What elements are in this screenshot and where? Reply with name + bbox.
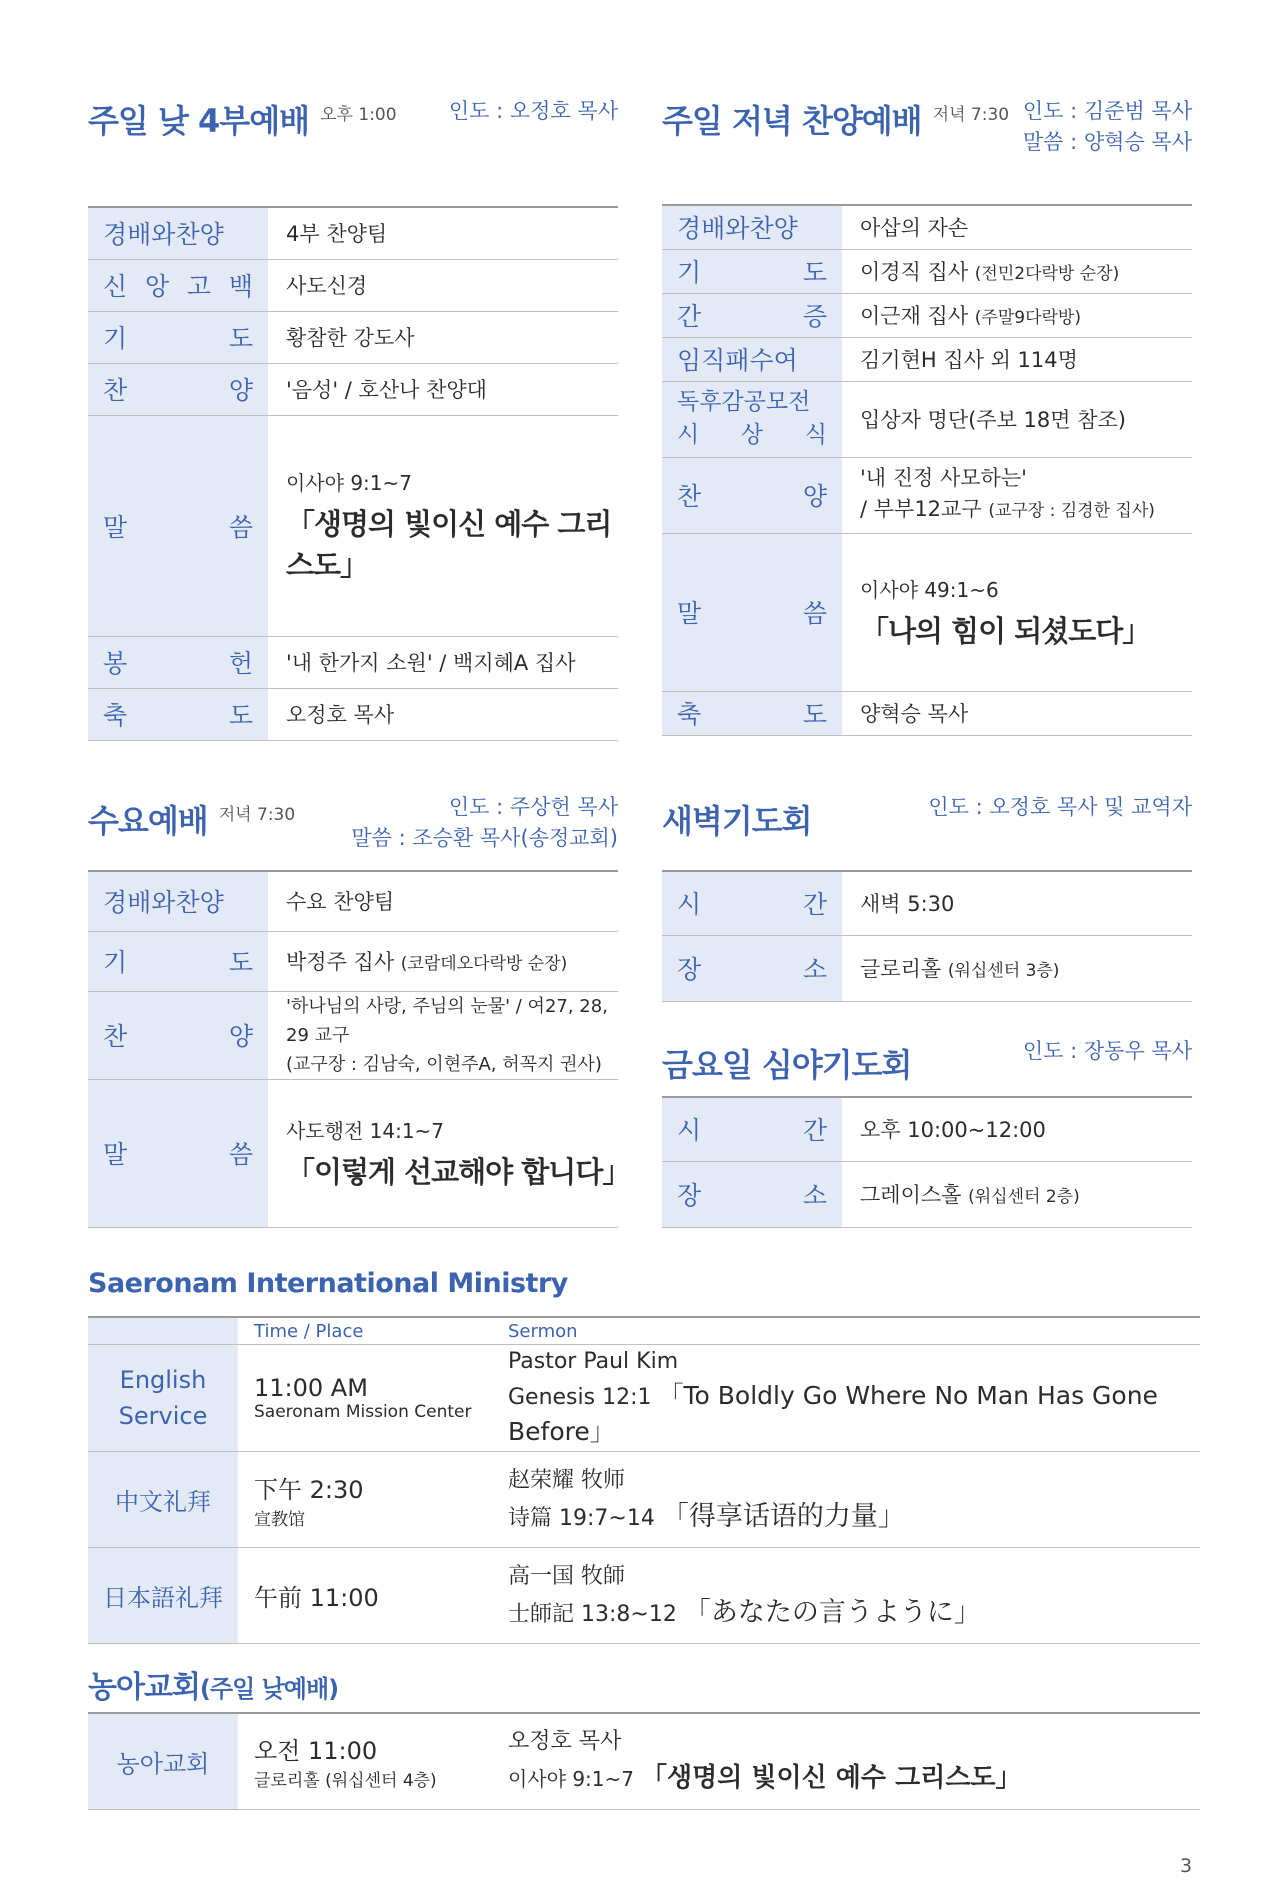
row-label (662, 935, 842, 1001)
row-label (88, 636, 268, 688)
value-note: (전민2다락방 순장) (974, 264, 1120, 284)
row-value: 사도신경 (268, 259, 618, 311)
table-row (88, 363, 618, 415)
table-row (662, 1097, 1192, 1161)
row-value (268, 991, 618, 1079)
label-line: 독후감공모전 (677, 389, 811, 415)
sunday4-table (88, 206, 618, 741)
row-value (842, 935, 1192, 1001)
sundayeve-lead (1023, 96, 1192, 158)
table-row (88, 871, 618, 931)
service-time: 下午 2:30 (254, 1475, 364, 1504)
wednesday-lead-1: 인도 : 주상헌 목사 (448, 795, 618, 819)
wednesday-time: 저녁 7:30 (218, 805, 296, 825)
sermon-cell (492, 1345, 1200, 1452)
sermon-ref: Genesis 12:1 (508, 1385, 652, 1410)
label-char: 신 (103, 272, 128, 301)
sermon-title: 「To Boldly Go Where No Man Has Gone Before」 (508, 1381, 1158, 1446)
table-row (662, 249, 1192, 293)
praise-line: / 부부12교구 (860, 497, 982, 521)
row-value: 오후 10:00~12:00 (842, 1097, 1192, 1161)
row-label: 농아교회 (88, 1713, 238, 1809)
label-char: 찬 (103, 376, 128, 405)
row-value: 양혁승 목사 (842, 691, 1192, 735)
row-label (662, 1161, 842, 1227)
row-label (88, 1079, 268, 1227)
row-label (662, 249, 842, 293)
table-row (662, 293, 1192, 337)
praise-line: '내 진정 사모하는' (860, 466, 1027, 490)
row-label (88, 1345, 238, 1452)
intl-title: Saeronam International Ministry (88, 1268, 568, 1299)
praise-line: (교구장 : 김남숙, 이현주A, 허꼭지 권사) (286, 1053, 602, 1075)
label-char: 시 (677, 890, 702, 920)
label-char: 축 (103, 701, 128, 730)
row-label: 日本語礼拜 (88, 1548, 238, 1644)
label-char: 기 (677, 258, 702, 287)
sundayeve-lead-2: 말씀 : 양혁승 목사 (1022, 130, 1192, 154)
row-value: 황참한 강도사 (268, 311, 618, 363)
label-char: 찬 (677, 482, 702, 511)
table-row (88, 415, 618, 636)
dawn-lead: 인도 : 오정호 목사 및 교역자 (928, 795, 1192, 819)
label-char: 씀 (802, 599, 827, 628)
header-sermon: Sermon (492, 1317, 1200, 1345)
value-note: (주말9다락방) (974, 308, 1081, 328)
row-label (88, 931, 268, 991)
preacher: 高一国 牧師 (508, 1563, 625, 1589)
sundayeve-header (662, 96, 1009, 142)
label-char: 간 (677, 302, 702, 331)
sundayeve-title: 주일 저녁 찬양예배 (662, 102, 922, 140)
nonga-table (88, 1712, 1200, 1810)
header-blank (88, 1317, 238, 1345)
table-row (88, 259, 618, 311)
label-line: English (119, 1366, 207, 1394)
table-row (662, 205, 1192, 249)
row-label (662, 293, 842, 337)
row-label (88, 363, 268, 415)
wednesday-title: 수요예배 (88, 802, 208, 840)
sunday4-title: 주일 낮 4부예배 (88, 102, 310, 140)
table-row (88, 636, 618, 688)
row-label: 경배와찬양 (88, 871, 268, 931)
row-label: 경배와찬양 (662, 205, 842, 249)
sermon-ref: 이사야 9:1~7 (508, 1767, 634, 1792)
row-label (662, 381, 842, 457)
label-char: 소 (802, 1181, 827, 1210)
row-value: 아삽의 자손 (842, 205, 1192, 249)
label-char: 양 (228, 1022, 253, 1051)
table-row (662, 935, 1192, 1001)
table-row (662, 337, 1192, 381)
nonga-subtitle: (주일 낮예배) (199, 1675, 339, 1703)
header-time-place: Time / Place (238, 1317, 492, 1345)
label-char: 도 (228, 948, 253, 977)
label-char: 말 (103, 1140, 128, 1169)
table-row (662, 691, 1192, 735)
label-char: 도 (228, 324, 253, 353)
label-char: 장 (677, 955, 702, 984)
sermon-cell (492, 1548, 1200, 1644)
sermon-ref: 이사야 49:1~6 (860, 578, 999, 602)
intl-header-row (88, 1317, 1200, 1345)
row-label (88, 688, 268, 740)
row-label (88, 415, 268, 636)
sunday4-lead: 인도 : 오정호 목사 (448, 99, 618, 123)
preacher: 赵荣耀 牧师 (508, 1467, 625, 1493)
sermon-ref: 사도행전 14:1~7 (286, 1119, 445, 1143)
service-time: 午前 11:00 (254, 1584, 379, 1612)
table-row (88, 207, 618, 259)
table-row (88, 931, 618, 991)
value-note: (워십센터 2층) (968, 1187, 1080, 1207)
nonga-title: 농아교회 (88, 1670, 200, 1705)
table-row (88, 688, 618, 740)
table-row (88, 1345, 1200, 1452)
label-char: 씀 (228, 1140, 253, 1169)
row-label (88, 259, 268, 311)
praise-line: '하나님의 사랑, 주님의 눈물' / 여27, 28, 29 교구 (286, 995, 608, 1046)
value-note: (코람데오다락방 순장) (400, 954, 568, 974)
label-char: 축 (677, 700, 702, 729)
row-value: 오정호 목사 (268, 688, 618, 740)
sundayeve-lead-1: 인도 : 김준범 목사 (1022, 99, 1192, 123)
row-value: 새벽 5:30 (842, 871, 1192, 935)
row-label (662, 1097, 842, 1161)
value-note: (교구장 : 김경한 집사) (988, 501, 1155, 521)
label-line: Service (118, 1402, 208, 1430)
service-place: Saeronam Mission Center (254, 1402, 472, 1422)
label-char: 찬 (103, 1022, 128, 1051)
label-char: 말 (677, 599, 702, 628)
sermon-title: 「생명의 빛이신 예수 그리스도」 (286, 507, 612, 582)
sunday4-time: 오후 1:00 (320, 105, 397, 125)
sermon-ref: 诗篇 19:7~14 (508, 1505, 655, 1531)
friday-lead: 인도 : 장동우 목사 (1022, 1039, 1192, 1063)
sermon-title: 「得享话语的力量」 (661, 1500, 905, 1532)
table-row (88, 991, 618, 1079)
label-char: 상 (740, 422, 764, 448)
time-place-cell (238, 1345, 492, 1452)
sundayeve-table (662, 204, 1192, 736)
value-text: 이경직 집사 (860, 260, 969, 284)
wednesday-lead-2: 말씀 : 조승환 목사(송정교회) (351, 826, 618, 850)
sermon-title: 「이렇게 선교해야 합니다」 (286, 1155, 631, 1189)
sermon-cell (268, 1079, 631, 1227)
intl-table (88, 1316, 1200, 1644)
dawn-title: 새벽기도회 (662, 802, 812, 840)
row-value: '내 한가지 소원' / 백지혜A 집사 (268, 636, 618, 688)
row-label: 경배와찬양 (88, 207, 268, 259)
sunday4-header (88, 96, 397, 142)
dawn-table (662, 870, 1192, 1002)
sermon-cell (492, 1452, 1200, 1548)
row-value: '음성' / 호산나 찬양대 (268, 363, 618, 415)
label-char: 양 (802, 482, 827, 511)
page-number: 3 (1180, 1855, 1193, 1877)
label-char: 말 (103, 512, 128, 542)
preacher: Pastor Paul Kim (508, 1349, 679, 1374)
time-place-cell (238, 1713, 492, 1809)
row-label (662, 457, 842, 533)
table-row (662, 457, 1192, 533)
label-char: 간 (802, 890, 827, 920)
wednesday-header (88, 796, 295, 842)
service-time: 11:00 AM (254, 1374, 368, 1402)
label-char: 소 (802, 955, 827, 984)
service-place: 宣教馆 (254, 1509, 305, 1530)
row-value (268, 931, 618, 991)
value-text: 이근재 집사 (860, 304, 969, 328)
row-label (662, 533, 842, 691)
row-value: 수요 찬양팀 (268, 871, 618, 931)
value-text: 그레이스홀 (860, 1183, 962, 1207)
value-text: 글로리홀 (860, 957, 942, 981)
sermon-title: 「생명의 빛이신 예수 그리스도」 (641, 1763, 1022, 1794)
wednesday-table (88, 870, 631, 1228)
row-value: 4부 찬양팀 (268, 207, 618, 259)
nonga-header (88, 1662, 338, 1706)
label-char: 기 (103, 324, 128, 353)
table-row (88, 1548, 1200, 1644)
label-char: 장 (677, 1181, 702, 1210)
row-label: 中文礼拜 (88, 1452, 238, 1548)
row-label (88, 991, 268, 1079)
label-char: 기 (103, 948, 128, 977)
row-value (842, 1161, 1192, 1227)
time-place-cell (238, 1452, 492, 1548)
table-row (88, 1713, 1200, 1809)
label-char: 고 (186, 272, 212, 301)
label-char: 간 (802, 1116, 827, 1146)
label-char: 도 (802, 258, 827, 287)
label-char: 증 (802, 302, 827, 331)
sermon-ref: 士師記 13:8~12 (508, 1601, 677, 1627)
label-char: 양 (228, 376, 253, 405)
label-char: 도 (802, 700, 827, 729)
sermon-cell (268, 415, 618, 636)
sermon-ref: 이사야 9:1~7 (286, 471, 412, 495)
row-value: 김기현H 집사 외 114명 (842, 337, 1192, 381)
label-char: 백 (228, 272, 253, 301)
sundayeve-time: 저녁 7:30 (932, 105, 1010, 125)
sermon-cell (492, 1713, 1200, 1809)
value-note: (워십센터 3층) (947, 961, 1060, 981)
preacher: 오정호 목사 (508, 1729, 622, 1755)
table-row (662, 381, 1192, 457)
value-text: 박정주 집사 (286, 950, 395, 974)
row-label (662, 871, 842, 935)
row-value (842, 293, 1192, 337)
table-row (88, 1452, 1200, 1548)
service-time: 오전 11:00 (254, 1737, 378, 1766)
friday-table (662, 1096, 1192, 1228)
friday-title: 금요일 심야기도회 (662, 1046, 912, 1084)
time-place-cell (238, 1548, 492, 1644)
wednesday-lead (351, 792, 618, 854)
row-label: 임직패수여 (662, 337, 842, 381)
table-row (88, 311, 618, 363)
sermon-title: 「あなたの言うように」 (683, 1596, 981, 1628)
row-label (88, 311, 268, 363)
row-value (842, 249, 1192, 293)
label-char: 시 (677, 422, 700, 448)
table-row (88, 1079, 618, 1227)
label-char: 도 (228, 701, 253, 730)
row-value: 입상자 명단(주보 18면 참조) (842, 381, 1192, 457)
label-char: 씀 (228, 512, 253, 542)
table-row (662, 871, 1192, 935)
sermon-cell (842, 533, 1192, 691)
table-row (662, 1161, 1192, 1227)
label-char: 시 (677, 1116, 702, 1146)
service-place: 글로리홀 (워십센터 4층) (254, 1771, 437, 1792)
label-char: 앙 (144, 272, 170, 301)
dawn-header (662, 796, 812, 842)
label-char: 식 (804, 422, 827, 448)
table-row (662, 533, 1192, 691)
row-label (662, 691, 842, 735)
sermon-title: 「나의 힘이 되셨도다」 (860, 614, 1151, 648)
friday-header (662, 1040, 911, 1086)
label-char: 봉 (103, 649, 128, 678)
label-char: 헌 (228, 649, 253, 678)
row-value (842, 457, 1192, 533)
